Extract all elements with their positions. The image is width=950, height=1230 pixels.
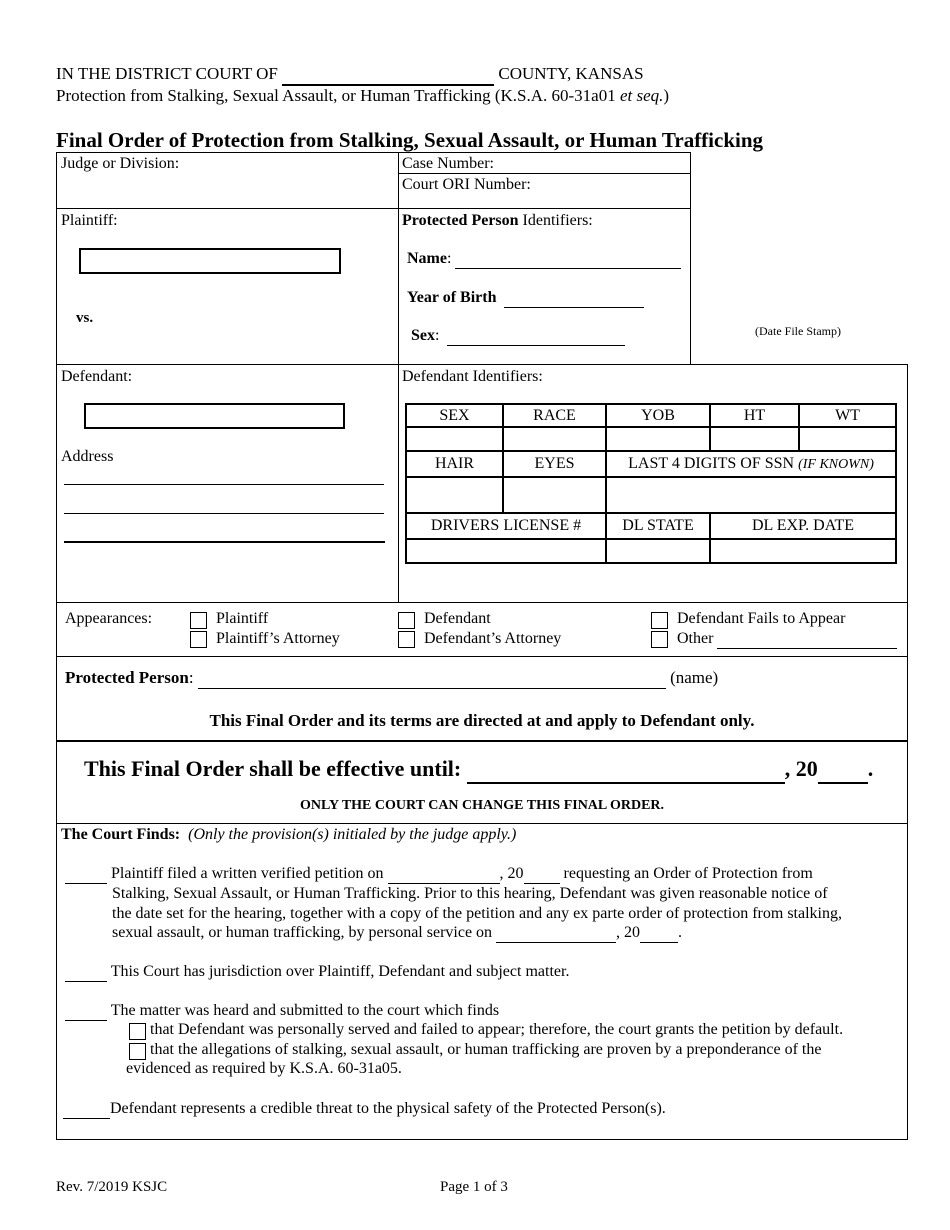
address-line-1[interactable] — [64, 484, 384, 485]
protected-identifiers-heading — [402, 212, 593, 230]
service-text-b: , 20 — [616, 924, 641, 941]
county-blank[interactable] — [282, 64, 494, 86]
petition-text-line4 — [112, 924, 682, 943]
col-drivers-license: DRIVERS LICENSE # — [406, 513, 606, 539]
heard-text: The matter was heard and submitted to the court which finds — [110, 1002, 500, 1019]
case-number-label: Case Number: — [402, 155, 494, 172]
preponderance-checkbox[interactable] — [129, 1043, 146, 1060]
page-number: Page 1 of 3 — [440, 1179, 508, 1195]
dl-exp-value-cell[interactable] — [710, 539, 896, 563]
protected-sex-row: Sex: — [411, 327, 625, 346]
default-judgment-checkbox[interactable] — [129, 1023, 146, 1040]
court-suffix: COUNTY, KANSAS — [498, 64, 644, 83]
revision-note: Rev. 7/2019 KSJC — [56, 1179, 168, 1195]
col-yob: YOB — [606, 404, 710, 427]
effective-date-field[interactable] — [467, 756, 785, 784]
plaintiff-attorney-label: Plaintiff’s Attorney — [216, 630, 340, 647]
date-file-stamp: (Date File Stamp) — [755, 324, 841, 338]
plaintiff-appearance-label: Plaintiff — [216, 610, 269, 627]
address-line-3[interactable] — [64, 541, 385, 543]
defendant-label: Defendant: — [61, 368, 133, 385]
finding-petition-line1 — [65, 865, 813, 884]
subtitle-main: Protection from Stalking, Sexual Assault, or Human Trafficking (K.S.A. 60-31a01 — [56, 86, 616, 105]
vs-label: vs. — [76, 310, 94, 326]
col-dl-exp: DL EXP. DATE — [710, 513, 896, 539]
default-judgment-text: that Defendant was personally served and failed to appear; therefore, the court grants the petition by default. — [150, 1021, 844, 1038]
defendant-identifiers-table — [405, 403, 897, 564]
service-date-field[interactable] — [496, 924, 616, 943]
defendant-fails-label: Defendant Fails to Appear — [677, 610, 846, 627]
stamp-divider — [690, 152, 691, 364]
name-label: Name — [407, 250, 447, 267]
judge-division-label: Judge or Division: — [61, 155, 180, 172]
defendant-row-bottom — [56, 602, 908, 603]
col-wt: WT — [799, 404, 896, 427]
statute-subtitle — [56, 86, 669, 106]
other-appearance-field[interactable] — [717, 630, 897, 649]
judge-row-bottom — [56, 208, 691, 209]
effective-year-prefix: , 20 — [784, 756, 818, 781]
plaintiff-label: Plaintiff: — [61, 212, 118, 229]
protected-person-name-field[interactable] — [198, 668, 666, 689]
protected-name-field[interactable] — [455, 250, 681, 269]
plaintiff-row-bottom — [56, 364, 908, 365]
petition-text-b: , 20 — [499, 865, 524, 882]
petition-text-line3: the date set for the hearing, together with a copy of the petition and any ex parte order of protection from stalking, — [112, 905, 842, 922]
col-dl-state: DL STATE — [606, 513, 710, 539]
service-year-field[interactable] — [640, 924, 678, 943]
appearances-label: Appearances: — [65, 610, 153, 627]
ht-value-cell[interactable] — [710, 427, 799, 451]
year-of-birth-label: Year of Birth — [407, 289, 497, 306]
defendant-attorney-label: Defendant’s Attorney — [424, 630, 562, 647]
caption-top — [56, 152, 691, 153]
finding-petition-initial[interactable] — [65, 865, 107, 884]
col-ht: HT — [710, 404, 799, 427]
yob-value-cell[interactable] — [606, 427, 710, 451]
court-finds-label: The Court Finds: — [61, 826, 181, 843]
effective-year-field[interactable] — [818, 756, 868, 784]
protected-sex-field[interactable] — [447, 327, 625, 346]
finding-heard-initial[interactable] — [65, 1002, 107, 1021]
address-line-2[interactable] — [64, 513, 384, 514]
dl-number-value-cell[interactable] — [406, 539, 606, 563]
case-number-rule — [398, 173, 691, 174]
preponderance-text: that the allegations of stalking, sexual assault, or human trafficking are proven by a preponderance of the — [150, 1041, 822, 1058]
protected-yob-field[interactable] — [504, 289, 644, 308]
protected-identifiers-bold: Protected Person — [402, 212, 519, 229]
finding-heard — [65, 1002, 499, 1021]
address-label: Address — [61, 448, 114, 465]
col-ssn — [606, 451, 896, 477]
court-ori-label: Court ORI Number: — [402, 176, 531, 193]
subtitle-italic: et seq. — [619, 86, 664, 105]
plaintiff-attorney-checkbox[interactable] — [190, 631, 207, 648]
hair-value-cell[interactable] — [406, 477, 503, 513]
center-divider — [398, 152, 399, 602]
protected-identifiers-rest: Identifiers: — [518, 212, 593, 229]
court-finds-note: (Only the provision(s) initialed by the judge apply.) — [188, 826, 517, 843]
eyes-value-cell[interactable] — [503, 477, 606, 513]
finding-credible-threat — [63, 1100, 666, 1119]
petition-year-field[interactable] — [524, 865, 560, 884]
dl-state-value-cell[interactable] — [606, 539, 710, 563]
protected-person-row: Protected Person: (name) — [65, 668, 719, 687]
defendant-attorney-checkbox[interactable] — [398, 631, 415, 648]
petition-text-c: requesting an Order of Protection from — [563, 865, 813, 882]
subtitle-end: ) — [663, 86, 670, 105]
ssn-value-cell[interactable] — [606, 477, 896, 513]
col-eyes: EYES — [503, 451, 606, 477]
petition-text-line2: Stalking, Sexual Assault, or Human Trafficking. Prior to this hearing, Defendant was given reasonable notice of — [112, 885, 828, 902]
race-value-cell[interactable] — [503, 427, 606, 451]
defendant-appearance-label: Defendant — [424, 610, 491, 627]
jurisdiction-text: This Court has jurisdiction over Plaintiff, Defendant and subject matter. — [110, 963, 570, 980]
name-note: (name) — [670, 668, 719, 687]
protected-bottom — [56, 740, 908, 742]
col-hair: HAIR — [406, 451, 503, 477]
preponderance-text-line2: evidenced as required by K.S.A. 60-31a05. — [126, 1060, 402, 1077]
wt-value-cell[interactable] — [799, 427, 896, 451]
ssn-note: (IF KNOWN) — [798, 457, 874, 472]
document-title: Final Order of Protection from Stalking, Sexual Assault, or Human Trafficking — [56, 128, 764, 152]
other-appearance-label: Other — [677, 630, 714, 647]
finding-jurisdiction — [65, 963, 569, 982]
protected-yob-row — [407, 289, 644, 308]
finding-jurisdiction-initial[interactable] — [65, 963, 107, 982]
credible-threat-text: Defendant represents a credible threat to the physical safety of the Protected Person(s). — [110, 1100, 666, 1117]
plaintiff-name-box[interactable] — [79, 248, 341, 274]
defendant-identifiers-label: Defendant Identifiers: — [402, 368, 543, 385]
defendant-appearance-checkbox[interactable] — [398, 612, 415, 629]
sex-label: Sex — [411, 327, 435, 344]
effective-bottom — [56, 823, 908, 824]
other-appearance-checkbox[interactable] — [651, 631, 668, 648]
defendant-name-box[interactable] — [84, 403, 345, 429]
petition-date-field[interactable] — [388, 865, 500, 884]
sex-value-cell[interactable] — [406, 427, 503, 451]
service-text-a: sexual assault, or human trafficking, by personal service on — [112, 924, 493, 941]
appearances-bottom — [56, 656, 908, 657]
protected-name-row: Name: — [407, 250, 681, 269]
defendant-only-directive: This Final Order and its terms are directed at and apply to Defendant only. — [209, 711, 755, 730]
ssn-label: LAST 4 DIGITS OF SSN — [628, 455, 795, 472]
defendant-fails-checkbox[interactable] — [651, 612, 668, 629]
court-heading — [56, 64, 644, 86]
service-text-c: . — [678, 924, 683, 941]
protected-person-label: Protected Person — [65, 668, 189, 687]
outer-left-border — [56, 152, 57, 1140]
other-appearance-row — [677, 630, 897, 649]
petition-text-a: Plaintiff filed a written verified petition on — [111, 865, 384, 882]
findings-bottom — [56, 1139, 908, 1140]
outer-right-border — [907, 364, 908, 1140]
plaintiff-appearance-checkbox[interactable] — [190, 612, 207, 629]
effective-until-row: This Final Order shall be effective until: , 20 . — [84, 756, 873, 784]
effective-until-label: This Final Order shall be effective until: — [84, 756, 462, 781]
court-finds-heading — [61, 826, 516, 844]
col-race: RACE — [503, 404, 606, 427]
finding-credible-threat-initial[interactable] — [63, 1100, 110, 1119]
court-change-notice: ONLY THE COURT CAN CHANGE THIS FINAL ORDER. — [299, 798, 665, 813]
court-prefix: IN THE DISTRICT COURT OF — [56, 64, 278, 83]
col-sex: SEX — [406, 404, 503, 427]
